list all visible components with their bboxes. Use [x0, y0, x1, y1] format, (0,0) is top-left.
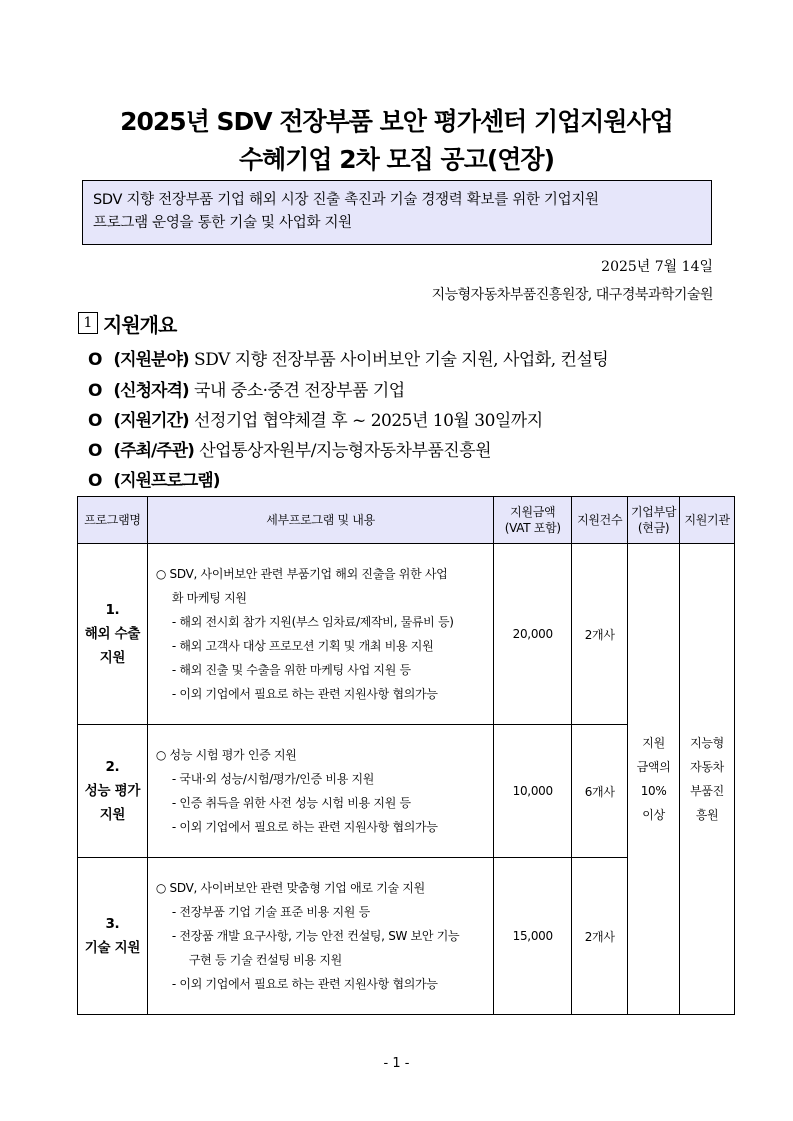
agency-line: 지능형 [690, 736, 724, 750]
detail-item: - 해외 진출 및 수출을 위한 마케팅 사업 지원 등 [171, 663, 411, 677]
detail-item: - 해외 전시회 참가 지원(부스 임차료/제작비, 물류비 등) [171, 615, 454, 629]
program-name: 성능 평가 [84, 783, 141, 799]
support-amount: 20,000 [494, 544, 572, 725]
table-header-row [78, 497, 735, 544]
detail-heading: ○ 성능 시험 평가 인증 지원 [155, 748, 297, 762]
summary-line-2: 프로그램 운영을 통한 기술 및 사업화 지원 [93, 215, 352, 231]
bullet-eligibility [88, 376, 405, 401]
bullet-mark: O [88, 381, 103, 401]
program-number: 3. [105, 916, 120, 932]
detail-item: - 이외 기업에서 필요로 하는 관련 지원사항 협의가능 [171, 820, 438, 834]
detail-heading-cont: 화 마케팅 지원 [171, 591, 247, 605]
detail-item: - 전장품 개발 요구사항, 기능 안전 컨설팅, SW 보안 기능 [171, 929, 460, 943]
bullet-mark: O [88, 441, 103, 461]
page-number: - 1 - [383, 1056, 410, 1071]
program-name-cell [78, 725, 148, 858]
bullet-label: (지원프로그램) [113, 471, 220, 491]
detail-item: - 이외 기업에서 필요로 하는 관련 지원사항 협의가능 [171, 687, 438, 701]
support-amount: 15,000 [494, 858, 572, 1015]
title-line-2: 수혜기업 2차 모집 공고(연장) [238, 145, 554, 174]
bullet-mark: O [88, 350, 103, 370]
bullet-organizer [88, 436, 491, 461]
agency-line: 흥원 [695, 808, 719, 822]
agency-line: 부품진 [690, 784, 724, 798]
header-amount-line-2: (VAT 포함) [504, 521, 561, 535]
program-name-suffix: 지원 [99, 650, 126, 666]
program-number: 1. [105, 602, 120, 618]
bullet-label: (주최/주관) [113, 441, 194, 461]
header-amount-line-1: 지원금액 [510, 505, 556, 519]
program-name-cell [78, 858, 148, 1015]
header-amount [494, 497, 572, 544]
detail-item-cont: 구현 등 기술 컨설팅 비용 지원 [188, 953, 342, 967]
bullet-label: (지원기간) [113, 411, 189, 431]
bullet-value: 산업통상자원부/지능형자동차부품진흥원 [199, 441, 492, 461]
bullet-label: (지원분야) [113, 350, 189, 370]
header-agency: 지원기관 [680, 497, 735, 544]
support-count: 6개사 [572, 725, 628, 858]
announcing-organizations: 지능형자동차부품진흥원장, 대구경북과학기술원 [431, 287, 713, 303]
bullet-value: 선정기업 협약체결 후 ~ 2025년 10월 30일까지 [194, 411, 543, 431]
title-line-1: 2025년 SDV 전장부품 보안 평가센터 기업지원사업 [120, 107, 673, 136]
header-burden-line-1: 기업부담 [630, 505, 677, 519]
bullet-support-period [88, 406, 543, 431]
section-number: 1 [78, 312, 98, 334]
program-detail-cell [147, 544, 493, 725]
detail-item: - 이외 기업에서 필요로 하는 관련 지원사항 협의가능 [171, 977, 438, 991]
support-count: 2개사 [572, 544, 628, 725]
header-count: 지원건수 [572, 497, 628, 544]
support-amount: 10,000 [494, 725, 572, 858]
burden-line: 지원 [642, 736, 665, 750]
bullet-mark: O [88, 411, 103, 431]
summary-box [82, 180, 712, 245]
agency-line: 자동차 [690, 760, 724, 774]
detail-heading: ○ SDV, 사이버보안 관련 맞춤형 기업 애로 기술 지원 [155, 881, 425, 895]
support-program-table [77, 496, 735, 1015]
detail-item: - 해외 고객사 대상 프로모션 기획 및 개최 비용 지원 [171, 639, 434, 653]
table-row [78, 544, 735, 725]
bullet-value: 국내 중소·중견 전장부품 기업 [194, 381, 405, 401]
program-name-cell [78, 544, 148, 725]
detail-item: - 국내·외 성능/시험/평가/인증 비용 지원 [171, 772, 375, 786]
bullet-support-field [88, 345, 608, 370]
program-name: 해외 수출 [84, 626, 141, 642]
company-burden-cell [628, 544, 680, 1015]
summary-line-1: SDV 지향 전장부품 기업 해외 시장 진출 촉진과 기술 경쟁력 확보를 위한 기업지원 [93, 192, 599, 208]
bullet-value: SDV 지향 전장부품 사이버보안 기술 지원, 사업화, 컨설팅 [194, 350, 609, 370]
header-detail: 세부프로그램 및 내용 [147, 497, 493, 544]
program-detail-cell [147, 858, 493, 1015]
detail-heading: ○ SDV, 사이버보안 관련 부품기업 해외 진출을 위한 사업 [155, 567, 448, 581]
burden-line: 금액의 [636, 760, 671, 774]
support-count: 2개사 [572, 858, 628, 1015]
program-number: 2. [105, 759, 120, 775]
burden-line: 10% [640, 784, 667, 798]
bullet-support-program [88, 466, 219, 491]
detail-item: - 전장부품 기업 기술 표준 비용 지원 등 [171, 905, 370, 919]
bullet-mark: O [88, 471, 103, 491]
program-name: 기술 지원 [84, 940, 141, 956]
header-burden-line-2: (현금) [637, 521, 670, 535]
announcement-date: 2025년 7월 14일 [601, 259, 713, 275]
program-detail-cell [147, 725, 493, 858]
support-agency-cell [680, 544, 735, 1015]
detail-item: - 인증 취득을 위한 사전 성능 시험 비용 지원 등 [171, 796, 411, 810]
burden-line: 이상 [642, 808, 665, 822]
header-program: 프로그램명 [78, 497, 148, 544]
header-burden [628, 497, 680, 544]
bullet-label: (신청자격) [113, 381, 189, 401]
program-name-suffix: 지원 [99, 807, 126, 823]
section-title: 지원개요 [103, 313, 177, 337]
